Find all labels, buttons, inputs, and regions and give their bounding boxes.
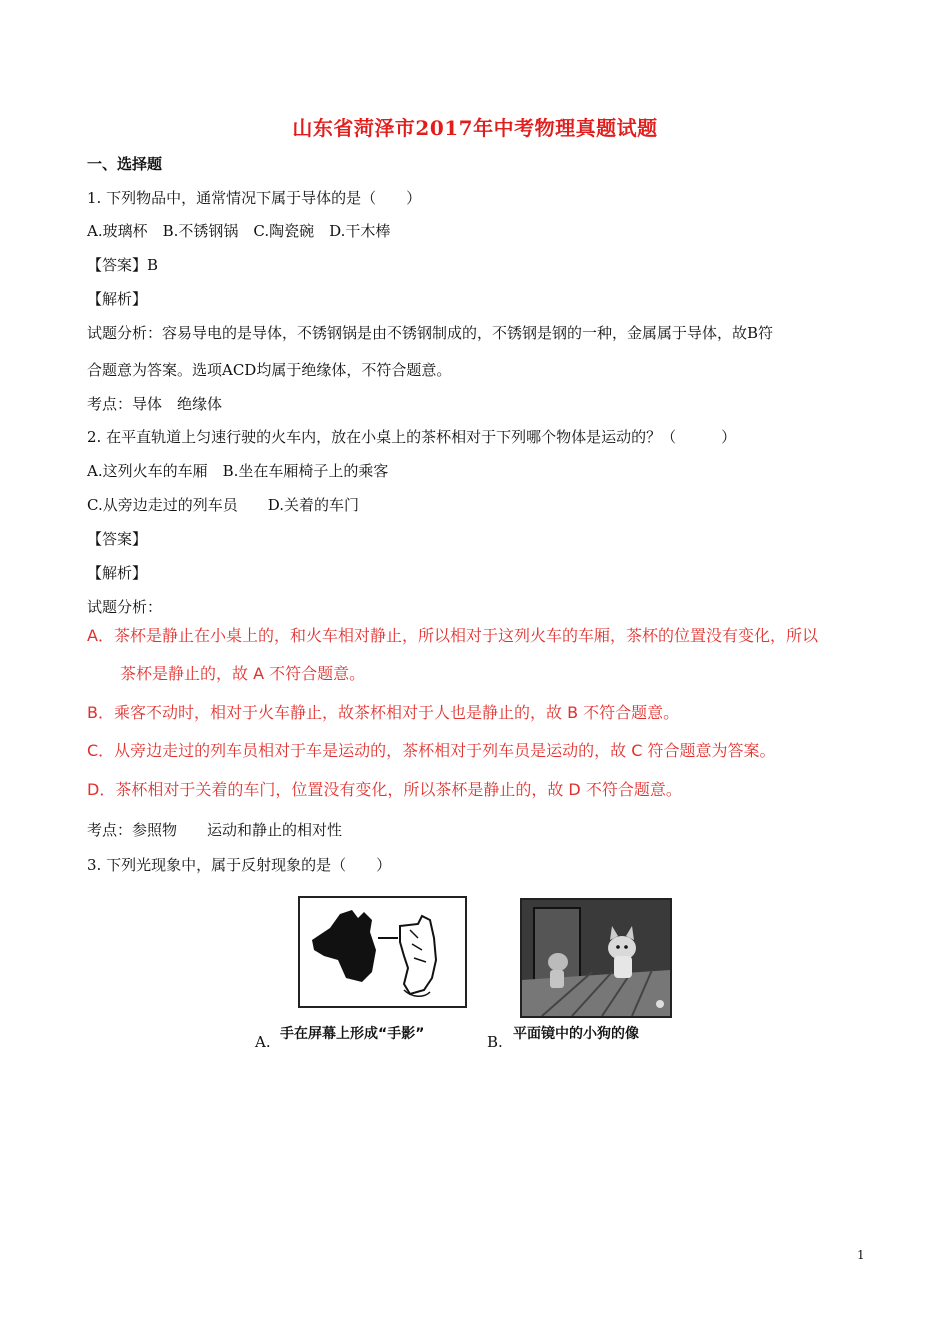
- q2-keypoint: 考点：参照物 运动和静止的相对性: [87, 821, 343, 839]
- q2-analysis-c: C．从旁边走过的列车员相对于车是运动的，茶杯相对于列车员是运动的，故 C 符合题意为答案。: [87, 741, 776, 760]
- q1-options: A.玻璃杯 B.不锈钢锅 C.陶瓷碗 D.干木棒: [87, 222, 391, 240]
- q1-stem: 1. 下列物品中，通常情况下属于导体的是（ ）: [87, 189, 422, 207]
- q3-option-a-caption: 手在屏幕上形成“手影”: [280, 1026, 425, 1042]
- q1-analysis-line-2: 合题意为答案。选项ACD均属于绝缘体，不符合题意。: [87, 361, 452, 379]
- q2-options-line-1: A.这列火车的车厢 B.坐在车厢椅子上的乘客: [87, 462, 389, 480]
- q3-option-b-letter: B.: [487, 1033, 503, 1051]
- q1-keypoint: 考点：导体 绝缘体: [87, 395, 223, 413]
- q2-stem: 2. 在平直轨道上匀速行驶的火车内，放在小桌上的茶杯相对于下列哪个物体是运动的？（ ）: [87, 428, 737, 446]
- q2-analysis-d: D．茶杯相对于关着的车门，位置没有变化，所以茶杯是静止的，故 D 不符合题意。: [87, 780, 682, 799]
- q2-answer: 【答案】: [87, 530, 148, 548]
- q1-analysis-label: 【解析】: [87, 290, 148, 308]
- document-title: 山东省菏泽市2017年中考物理真题试题: [292, 116, 658, 140]
- q1-answer: 【答案】B: [87, 256, 159, 274]
- hand-shadow-icon: [300, 898, 465, 1006]
- q3-option-b-caption: 平面镜中的小狗的像: [513, 1026, 639, 1042]
- q2-analysis-label: 【解析】: [87, 564, 148, 582]
- hand-shadow-image: [298, 896, 467, 1008]
- q1-analysis-line-1: 试题分析：容易导电的是导体，不锈钢锅是由不锈钢制成的，不锈钢是钢的一种，金属属于导体，故B符: [87, 324, 774, 342]
- q2-analysis-intro: 试题分析：: [87, 598, 163, 616]
- q2-options-line-2: C.从旁边走过的列车员 D.关着的车门: [87, 496, 359, 514]
- section-heading: 一、选择题: [87, 155, 163, 173]
- mirror-dog-icon: [522, 900, 670, 1016]
- q2-analysis-b: B．乘客不动时，相对于火车静止，故茶杯相对于人也是静止的，故 B 不符合题意。: [87, 703, 680, 722]
- page-number: 1: [857, 1248, 865, 1262]
- q2-analysis-a-line-1: A．茶杯是静止在小桌上的，和火车相对静止，所以相对于这列火车的车厢，茶杯的位置没有变化，所以: [87, 626, 818, 645]
- q2-analysis-a-line-2: 茶杯是静止的，故 A 不符合题意。: [120, 664, 366, 683]
- q3-option-a-letter: A.: [255, 1033, 271, 1051]
- mirror-dog-image: [520, 898, 672, 1018]
- q3-stem: 3. 下列光现象中，属于反射现象的是（ ）: [87, 856, 392, 874]
